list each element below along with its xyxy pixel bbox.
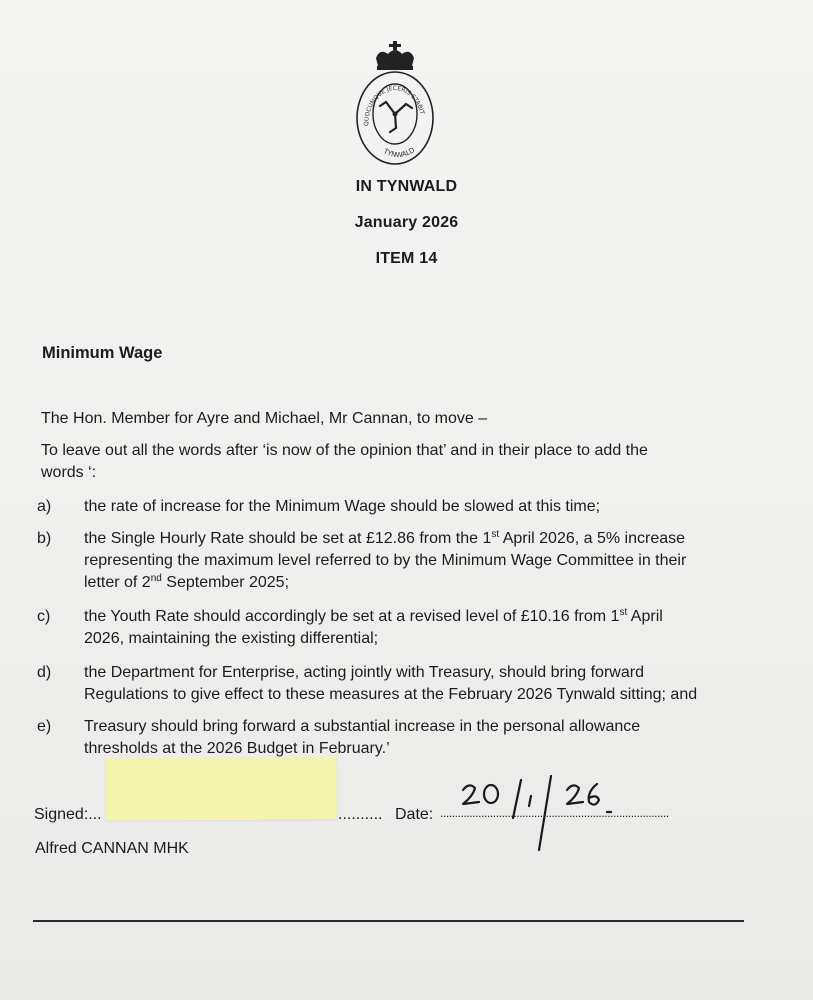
item-label: c) <box>37 608 51 625</box>
seal-name-text: TYNWALD <box>382 146 417 160</box>
lead-line-2: words ‘: <box>41 464 97 481</box>
signatory-name: Alfred CANNAN MHK <box>35 840 189 857</box>
date-label: Date: <box>395 806 434 823</box>
seal-motto-text: QUOCUNQUE JECERIS STABIT <box>362 84 426 127</box>
lead-line-1: To leave out all the words after ‘is now of the opinion that’ and in their place to add the <box>41 442 648 459</box>
item-label: e) <box>37 718 52 735</box>
item-label: b) <box>37 530 52 547</box>
lead-paragraph <box>41 440 781 484</box>
date-dots: .............................................................................. <box>440 806 669 820</box>
handwritten-date-signature <box>455 770 655 854</box>
item-text: Treasury should bring forward a substantial increase in the personal allowance thresholds at the 2026 Budget in February.’ <box>84 718 641 757</box>
redaction-sticky-note <box>106 757 337 820</box>
intro-paragraph: The Hon. Member for Ayre and Michael, Mr Cannan, to move – <box>41 410 488 427</box>
document-title: Minimum Wage <box>42 344 163 362</box>
tynwald-seal-logo <box>354 40 436 168</box>
crown-icon <box>376 41 414 70</box>
heading-item-number: ITEM 14 <box>375 250 438 267</box>
signed-label: Signed:... <box>34 806 102 823</box>
item-text: the Department for Enterprise, acting jointly with Treasury, should bring forward Regulations to give effect to these measures at the February 2026 Tynwald sitting; and <box>84 664 698 703</box>
triskelion-icon <box>380 102 412 132</box>
item-text: the Single Hourly Rate should be set at £12.86 from the 1st April 2026, a 5% increase representing the maximum level referred to by the Minimum Wage Committee in their letter of 2nd September 2025; <box>84 529 687 591</box>
footer-rule <box>33 920 744 922</box>
signed-dots: .......... <box>338 806 383 823</box>
item-text: the Youth Rate should accordingly be set at a revised level of £10.16 from 1st April 2026, maintaining the existing differential; <box>84 607 663 647</box>
heading-in-tynwald: IN TYNWALD <box>355 178 458 195</box>
heading-date: January 2026 <box>354 214 459 231</box>
item-text: the rate of increase for the Minimum Wage should be slowed at this time; <box>84 498 601 515</box>
svg-text:TYNWALD <box>381 146 416 159</box>
item-label: a) <box>37 498 52 515</box>
item-label: d) <box>37 664 52 681</box>
